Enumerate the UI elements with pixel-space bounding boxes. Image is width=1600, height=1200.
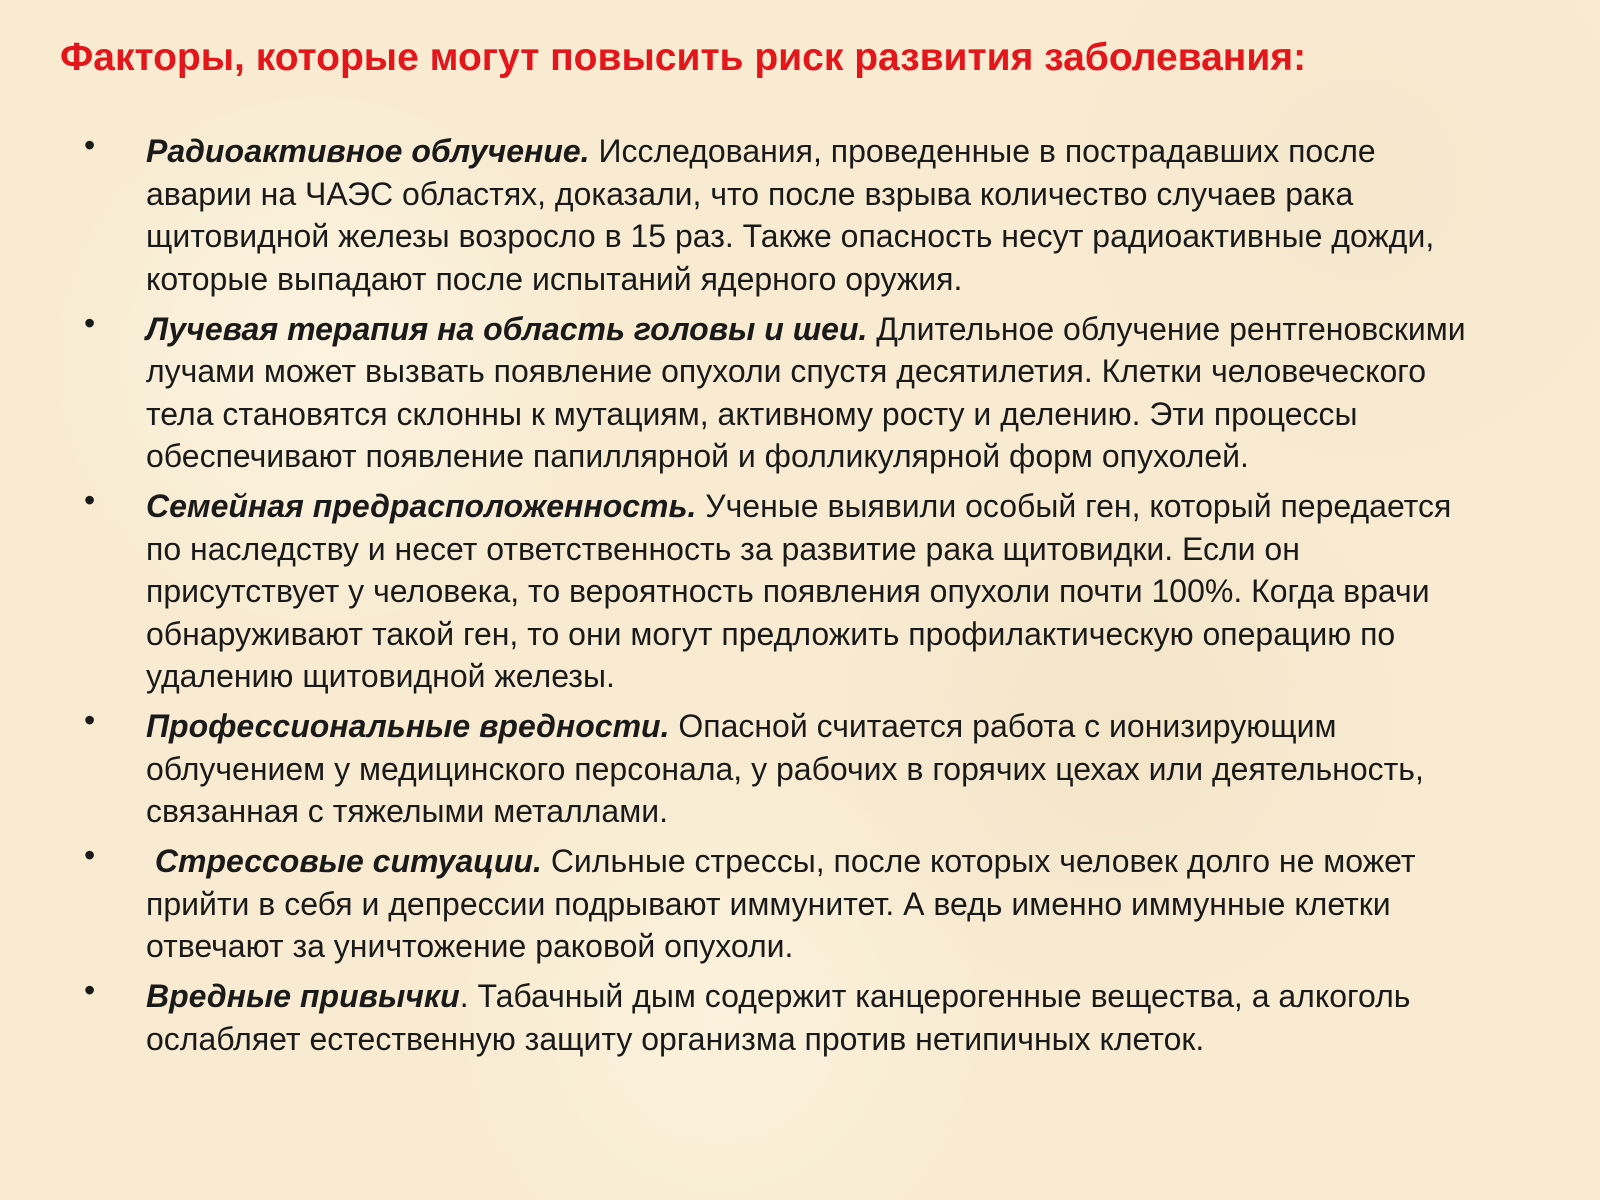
risk-factor-list	[84, 127, 1484, 1068]
risk-factor-description: Сильные стрессы, после которых человек долго не может прийти в себя и депрессии подрывают иммунитет. А ведь именно иммунные клетки отвечают за уничтожение раковой опухоли.	[146, 843, 1416, 964]
risk-factor-description: . Табачный дым содержит канцерогенные вещества, а алкоголь ослабляет естественную защиту организма против нетипичных клеток.	[146, 978, 1411, 1057]
risk-factor-term: Профессиональные вредности.	[146, 708, 670, 744]
risk-factor-term: Радиоактивное облучение.	[146, 133, 590, 169]
risk-factor-term: Стрессовые ситуации.	[146, 843, 542, 879]
risk-factor-description: Длительное облучение рентгеновскими лучами может вызвать появление опухоли спустя десятилетия. Клетки человеческого тела становятся склонны к мутациям, активному росту и делению. Эти процессы обеспечивают появление папиллярной и фолликулярной форм опухолей.	[146, 310, 1466, 474]
list-item	[84, 482, 1484, 698]
list-item	[84, 304, 1484, 478]
bullet-icon: •	[84, 837, 96, 873]
bullet-icon: •	[84, 482, 96, 518]
bullet-icon: •	[84, 702, 96, 738]
risk-factor-description: Ученые выявили особый ген, который передается по наследству и несет ответственность за развитие рака щитовидки. Если он присутствует у человека, то вероятность появления опухоли почти 100%. Когда врачи обнаруживают такой ген, то они могут предложить профилактическую операцию по удалению щитовидной железы.	[146, 488, 1452, 694]
risk-factor-description: Исследования, проведенные в пострадавших после аварии на ЧАЭС областях, доказали, что после взрыва количество случаев рака щитовидной железы возросло в 15 раз. Также опасность несут радиоактивные дожди, которые выпадают после испытаний ядерного оружия.	[146, 133, 1435, 297]
risk-factor-description: Опасной считается работа с ионизирующим облучением у медицинского персонала, у рабочих в горячих цехах или деятельность, связанная с тяжелыми металлами.	[146, 708, 1424, 829]
bullet-icon: •	[84, 304, 96, 341]
risk-factor-term: Вредные привычки	[146, 978, 460, 1014]
bullet-icon: •	[84, 972, 96, 1008]
risk-factor-term: Семейная предрасположенность.	[146, 488, 697, 524]
risk-factor-term: Лучевая терапия на область головы и шеи.	[146, 310, 868, 347]
list-item	[84, 837, 1484, 968]
slide-title: Факторы, которые могут повысить риск развития заболевания:	[60, 36, 1307, 79]
list-item	[84, 702, 1484, 833]
bullet-icon: •	[84, 127, 96, 163]
list-item	[84, 972, 1484, 1060]
list-item	[84, 127, 1484, 300]
